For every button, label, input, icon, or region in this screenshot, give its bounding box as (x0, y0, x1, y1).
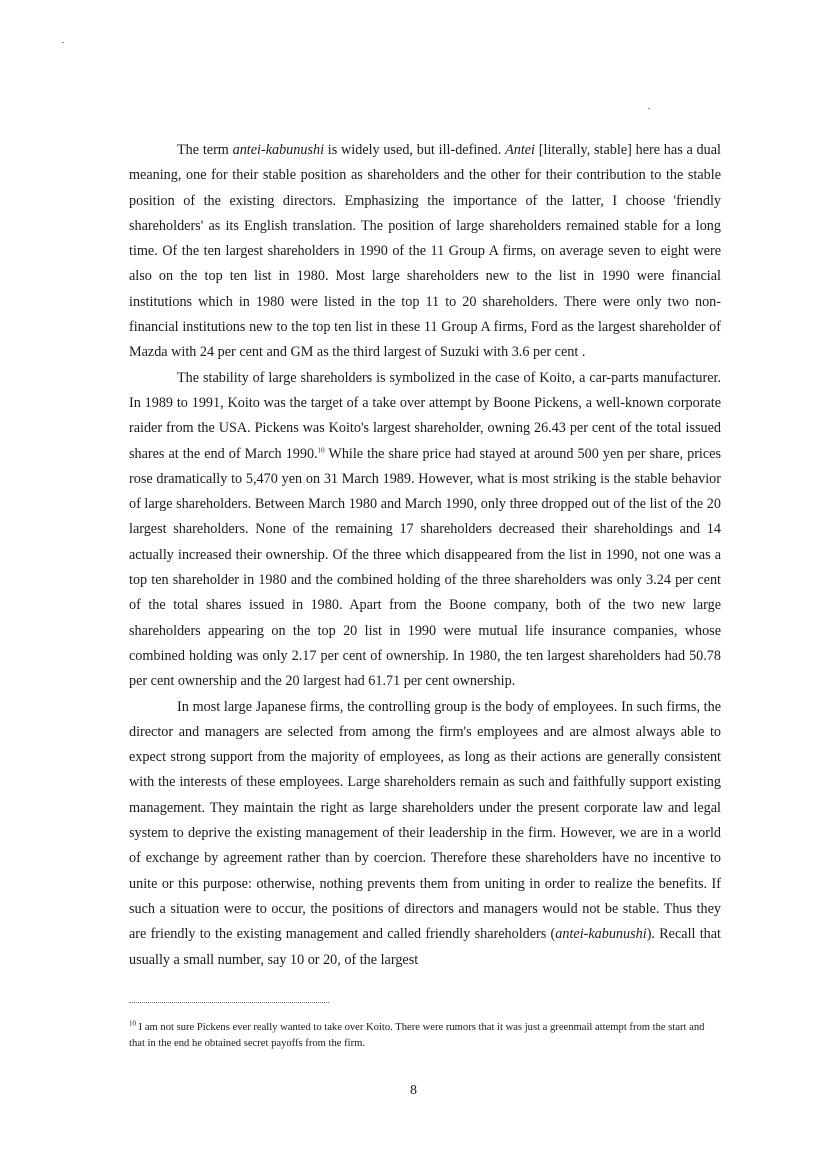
footnote-reference: 10 (317, 445, 325, 454)
page-number: 8 (410, 1083, 417, 1098)
scan-speck (648, 108, 650, 109)
text-run: While the share price had stayed at around 500 yen per share, prices rose dramatically to 5,470 yen on 31 March 1989. However, what is most striking is the stable behavior of large shareholders. Between March 1980 and March 1990, only three dropped out of the list of the 20 largest shareholders. None of the remaining 17 shareholders decreased their shareholdings and 14 actually increased their ownership. Of the three which disappeared from the list in 1990, not one was a top ten shareholder in 1980 and the combined holding of the three shareholders was only 3.24 per cent of the total shares issued in 1980. Apart from the Boone company, both of the two new large shareholders appearing on the top 20 list in 1990 were mutual life insurance companies, whose combined holding was only 2.17 per cent of ownership. In 1980, the ten largest shareholders had 50.78 per cent ownership and the 20 largest had 61.71 per cent ownership. (129, 445, 721, 690)
text-run: In most large Japanese firms, the controlling group is the body of employees. In such firms, the director and managers are selected from among the firm's employees and are almost always able to expect strong support from the majority of employees, as long as their actions are generally consistent with the interests of these employees. Large shareholders remain as such and faithfully support existing management. They maintain the right as large shareholders under the present corporate law and legal system to deprive the existing management of their leadership in the firm. However, we are in a world of exchange by agreement rather than by coercion. Therefore these shareholders have no incentive to unite or this purpose: otherwise, nothing prevents them from uniting in order to realize the benefits. If such a situation were to occur, the positions of directors and managers would not be stable. Thus they are friendly to the existing management and called friendly shareholders ( (129, 698, 721, 943)
text-run: The term (177, 142, 233, 158)
footnote-marker: 10 (129, 1019, 136, 1028)
italic-term: antei-kabunushi (555, 926, 647, 943)
paragraph-1 (129, 138, 721, 366)
italic-term: Antei (505, 142, 536, 158)
body-text (129, 138, 721, 973)
footnote-text: I am not sure Pickens ever really wanted to take over Koito. There were rumors that it was just a greenmail attempt from the start and that in the end he obtained secret payoffs from the firm. (129, 1022, 705, 1049)
text-run: ). Recall that usually a small number, say 10 or 20, of the largest (129, 926, 721, 968)
scan-speck (62, 42, 64, 43)
text-run: The stability of large shareholders is symbolized in the case of Koito, a car-parts manufacturer. In 1989 to 1991, Koito was the target of a take over attempt by Boone Pickens, a well-known corporate raider from the USA. Pickens was Koito's largest shareholder, owning 26.43 per cent of the total issued shares at the end of March 1990. (129, 369, 721, 462)
footnote (129, 1020, 721, 1052)
italic-term: antei-kabunushi (232, 142, 325, 158)
text-run: is widely used, but ill-defined. (324, 142, 506, 158)
footnote-separator (129, 1002, 329, 1003)
paragraph-2 (129, 366, 721, 695)
text-run: [literally, stable] here has a dual meaning, one for their stable position as shareholders and the other for their contribution to the stable position of the existing directors. Emphasizing the importance of the latter, I choose 'friendly shareholders' as its English translation. The position of large shareholders remained stable for a long time. Of the ten largest shareholders in 1990 of the 11 Group A firms, on average seven to eight were also on the top ten list in 1980. Most large shareholders new to the list in 1990 were financial institutions which in 1980 were listed in the top 11 to 20 shareholders. There were only two non-financial institutions new to the top ten list in these 11 Group A firms, Ford as the largest shareholder of Mazda with 24 per cent and GM as the third largest of Suzuki with 3.6 per cent . (129, 142, 721, 361)
paragraph-3 (129, 695, 721, 973)
